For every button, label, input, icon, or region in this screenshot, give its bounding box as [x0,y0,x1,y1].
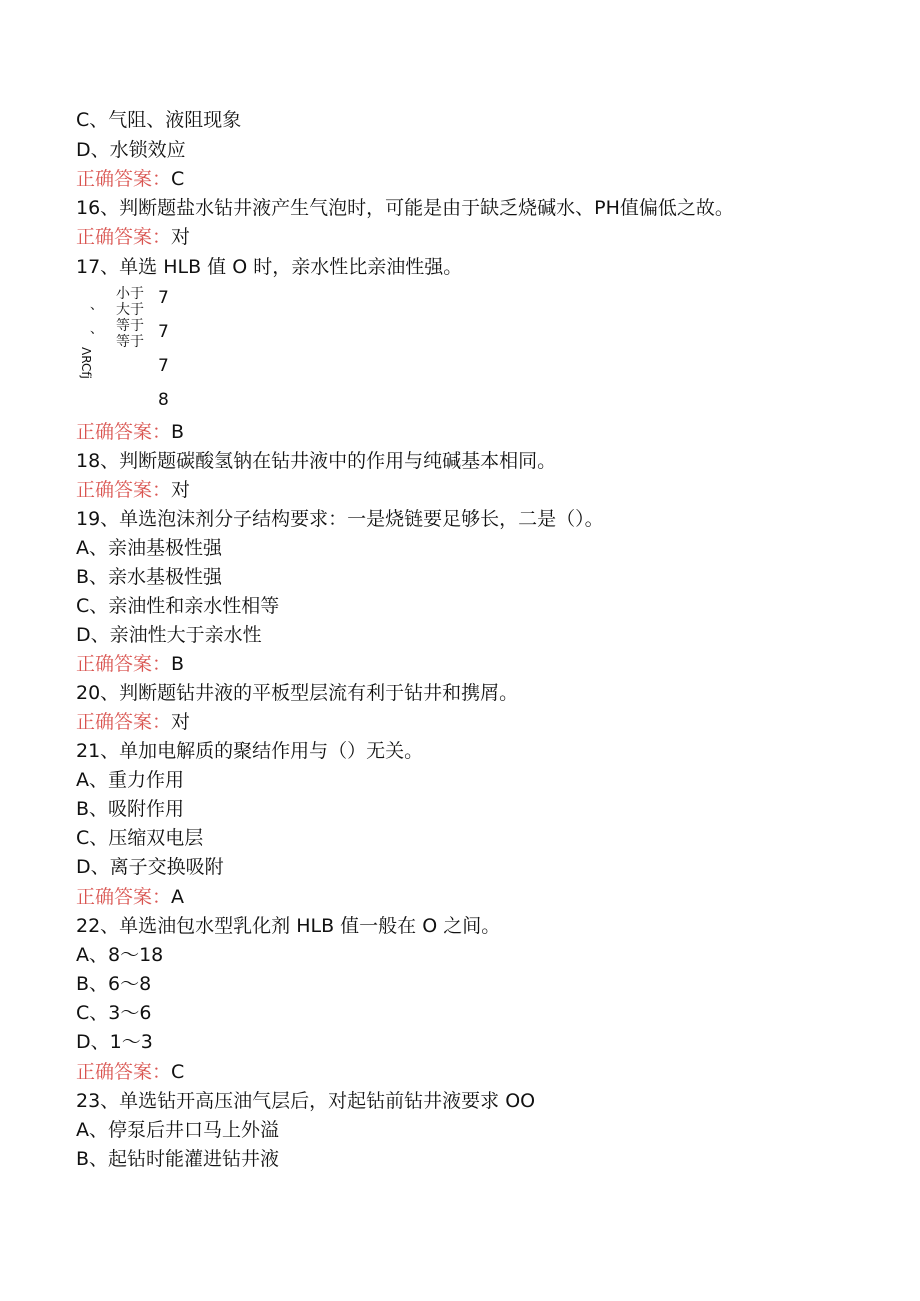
option-a: A、8〜18 [76,944,164,966]
answer-line [76,420,184,444]
answer-line [76,167,184,191]
answer-label: 正确答案： [76,711,172,733]
answer-value: B [171,653,185,675]
tick-mark: 、 [90,322,104,337]
tick-mark: 、 [90,298,104,313]
option-b: B、起钻时能灌进钻井液 [76,1148,280,1170]
answer-label: 正确答案： [76,168,172,190]
answer-value: A [171,886,185,908]
answer-line [76,652,184,676]
stack-text: 小于 [116,286,144,302]
garbled-options-17 [76,286,216,416]
number: 7 [158,322,169,342]
option-d: D、亲油性大于亲水性 [76,624,262,646]
answer-line [76,478,190,502]
question-23: 23、单选钻开高压油气层后，对起钻前钻井液要求 OO [76,1090,536,1112]
question-16: 16、判断题盐水钻井液产生气泡时，可能是由于缺乏烧碱水、PH值偏低之故。 [76,197,734,219]
number: 7 [158,356,169,376]
option-a: A、亲油基极性强 [76,537,222,559]
answer-label: 正确答案： [76,479,172,501]
answer-label: 正确答案： [76,226,172,248]
answer-value: 对 [171,711,191,733]
answer-value: B [171,421,185,443]
number: 8 [158,390,169,410]
question-19: 19、单选泡沫剂分子结构要求：一是烧链要足够长，二是（）。 [76,508,604,530]
answer-value: 对 [171,226,191,248]
question-20: 20、判断题钻井液的平板型层流有利于钻井和携屑。 [76,682,519,704]
answer-line [76,225,190,249]
answer-value: C [171,1061,185,1083]
answer-label: 正确答案： [76,653,172,675]
answer-line [76,885,184,909]
answer-value: C [171,168,185,190]
rotated-text: ΛRCfj [79,347,93,379]
question-17: 17、单选 HLB 值 O 时，亲水性比亲油性强。 [76,256,463,278]
option-d: D、水锁效应 [76,139,186,161]
answer-line [76,710,190,734]
option-d: D、离子交换吸附 [76,856,224,878]
option-b: B、吸附作用 [76,798,185,820]
number: 7 [158,288,169,308]
option-a: A、重力作用 [76,769,184,791]
answer-line [76,1060,184,1084]
question-22: 22、单选油包水型乳化剂 HLB 值一般在 O 之间。 [76,915,501,937]
option-b: B、6〜8 [76,973,152,995]
option-d: D、1〜3 [76,1031,153,1053]
question-18: 18、判断题碳酸氢钠在钻井液中的作用与纯碱基本相同。 [76,450,557,472]
stack-text: 大于 [116,302,144,318]
answer-value: 对 [171,479,191,501]
stack-text: 等于 [116,318,144,334]
answer-label: 正确答案： [76,886,172,908]
option-c: C、3〜6 [76,1002,152,1024]
option-c: C、压缩双电层 [76,827,204,849]
stack-text: 等于 [116,334,144,350]
option-a: A、停泵后井口马上外溢 [76,1119,279,1141]
option-c: C、气阻、液阻现象 [76,109,242,131]
option-b: B、亲水基极性强 [76,566,223,588]
answer-label: 正确答案： [76,1061,172,1083]
garbled-stack [116,286,144,350]
question-21: 21、单加电解质的聚结作用与（）无关。 [76,740,424,762]
option-c: C、亲油性和亲水性相等 [76,595,280,617]
answer-label: 正确答案： [76,421,172,443]
